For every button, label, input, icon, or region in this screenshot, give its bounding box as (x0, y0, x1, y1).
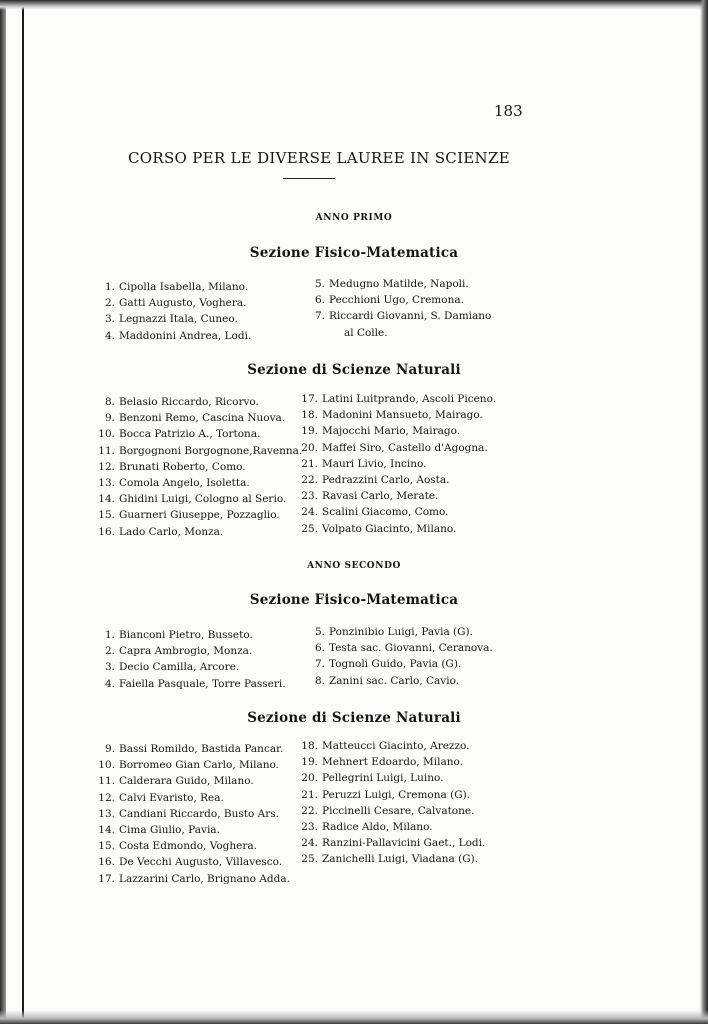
page-edge-left (22, 0, 24, 1024)
list-item: 11. Borgognoni Borgognone,Ravenna. (98, 444, 303, 457)
list-item: 9. Bassi Romildo, Bastida Pancar. (104, 743, 284, 755)
page-edge-top (0, 0, 708, 10)
list-item: 7. Riccardi Giovanni, S. Damiano al Colle. (314, 310, 492, 339)
list-item: 24. Scalini Giacomo, Como. (301, 506, 449, 519)
list-item: 15. Guarneri Giuseppe, Pozzaglio. (98, 509, 280, 522)
page-edge-right (700, 0, 708, 1024)
list-item: 22. Piccinelli Cesare, Calvatone. (301, 804, 475, 817)
student-list-right (301, 391, 496, 537)
list-item: 23. Ravasi Carlo, Merate. (301, 490, 439, 503)
section-heading-fisico-matematica-1: Sezione Fisico-Matematica (249, 245, 459, 261)
page-title: CORSO PER LE DIVERSE LAUREE IN SCIENZE (128, 149, 510, 167)
section-heading-scienze-naturali-1: Sezione di Scienze Naturali (247, 362, 461, 378)
list-item: 17. Latini Luitprando, Ascoli Piceno. (301, 393, 497, 405)
list-item: 2. Gatti Augusto, Voghera. (104, 297, 247, 310)
list-item: 3. Decio Camilla, Arcore. (104, 661, 240, 674)
page-edge-left-shadow (0, 0, 6, 1024)
list-item: 14. Ghidini Luigi, Cologno al Serio. (98, 493, 287, 506)
page-number: 183 (494, 102, 523, 120)
student-list-left (98, 279, 251, 344)
list-item: 1. Bianconi Pietro, Busseto. (104, 629, 253, 641)
list-item: 13. Candiani Riccardo, Busto Ars. (98, 807, 279, 820)
list-item: 21. Mauri Livio, Incino. (301, 457, 427, 470)
student-list-left (98, 394, 302, 540)
list-item: 8. Zanini sac. Carlo, Cavio. (314, 674, 460, 687)
title-rule (283, 178, 335, 179)
list-item: 14. Cima Giulio, Pavia. (98, 824, 220, 837)
list-item: 15. Costa Edmondo, Voghera. (98, 840, 257, 853)
year-heading-primo: ANNO PRIMO (315, 213, 393, 223)
list-item: 21. Peruzzi Luigi, Cremona (G). (301, 788, 471, 801)
list-item: 16. Lado Carlo, Monza. (98, 525, 224, 538)
list-item: 2. Capra Ambrogio, Monza. (104, 645, 253, 658)
list-item: 6. Testa sac. Giovanni, Ceranova. (314, 642, 493, 655)
list-item: 16. De Vecchi Augusto, Villavesco. (98, 856, 283, 869)
list-item: 11. Calderara Guido, Milano. (98, 775, 254, 788)
list-item: 10. Borromeo Gian Carlo, Milano. (98, 759, 279, 772)
student-list-right (301, 738, 485, 868)
list-item: 19. Majocchi Mario, Mairago. (301, 425, 461, 438)
list-item: 17. Lazzarini Carlo, Brignano Adda. (98, 872, 290, 885)
list-item: 13. Comola Angelo, Isoletta. (98, 477, 250, 490)
year-heading-secondo: ANNO SECONDO (307, 561, 401, 571)
list-item: 8. Belasio Riccardo, Ricorvo. (104, 396, 259, 408)
list-item: 10. Bocca Patrizio A., Tortona. (98, 428, 261, 441)
section-heading-fisico-matematica-2: Sezione Fisico-Matematica (249, 592, 459, 608)
list-item: 24. Ranzini-Pallavicini Gaet., Lodi. (301, 837, 486, 850)
list-item: 4. Maddonini Andrea, Lodi. (104, 329, 252, 342)
list-item: 4. Faiella Pasquale, Torre Passeri. (104, 677, 286, 690)
list-item: 18. Matteucci Giacinto, Arezzo. (301, 740, 470, 752)
page-edge-bottom (0, 1010, 708, 1024)
list-item: 1. Cipolla Isabella, Milano. (104, 281, 249, 293)
list-item: 20. Pellegrini Luigi, Luino. (301, 772, 444, 785)
list-item: 9. Benzoni Remo, Cascina Nuova. (104, 412, 286, 425)
student-list-left (98, 741, 290, 887)
student-list-right (308, 624, 493, 689)
list-item: 6. Pecchioni Ugo, Cremona. (314, 294, 464, 307)
list-item: 5. Ponzinibio Luigi, Pavia (G). (314, 626, 473, 638)
list-item: 19. Mehnert Edoardo, Milano. (301, 756, 463, 769)
list-item: 12. Calvi Evaristo, Rea. (98, 791, 224, 804)
list-item: 7. Tognoli Guido, Pavia (G). (314, 658, 462, 671)
list-item: 23. Radice Aldo, Milano. (301, 821, 433, 834)
list-item: 18. Madonini Mansueto, Mairago. (301, 409, 483, 422)
list-item: 12. Brunati Roberto, Como. (98, 460, 246, 473)
list-item: 3. Legnazzi Itala, Cuneo. (104, 313, 238, 326)
student-list-left (98, 627, 286, 692)
section-heading-scienze-naturali-2: Sezione di Scienze Naturali (247, 710, 461, 726)
list-item: 25. Volpato Giacinto, Milano. (301, 522, 457, 535)
list-item: 25. Zanichelli Luigi, Viadana (G). (301, 853, 479, 866)
student-list-right (308, 276, 491, 341)
list-item: 5. Medugno Matilde, Napoli. (314, 278, 469, 290)
list-item: 22. Pedrazzini Carlo, Aosta. (301, 474, 450, 487)
list-item: 20. Maffei Siro, Castello d'Agogna. (301, 441, 488, 454)
